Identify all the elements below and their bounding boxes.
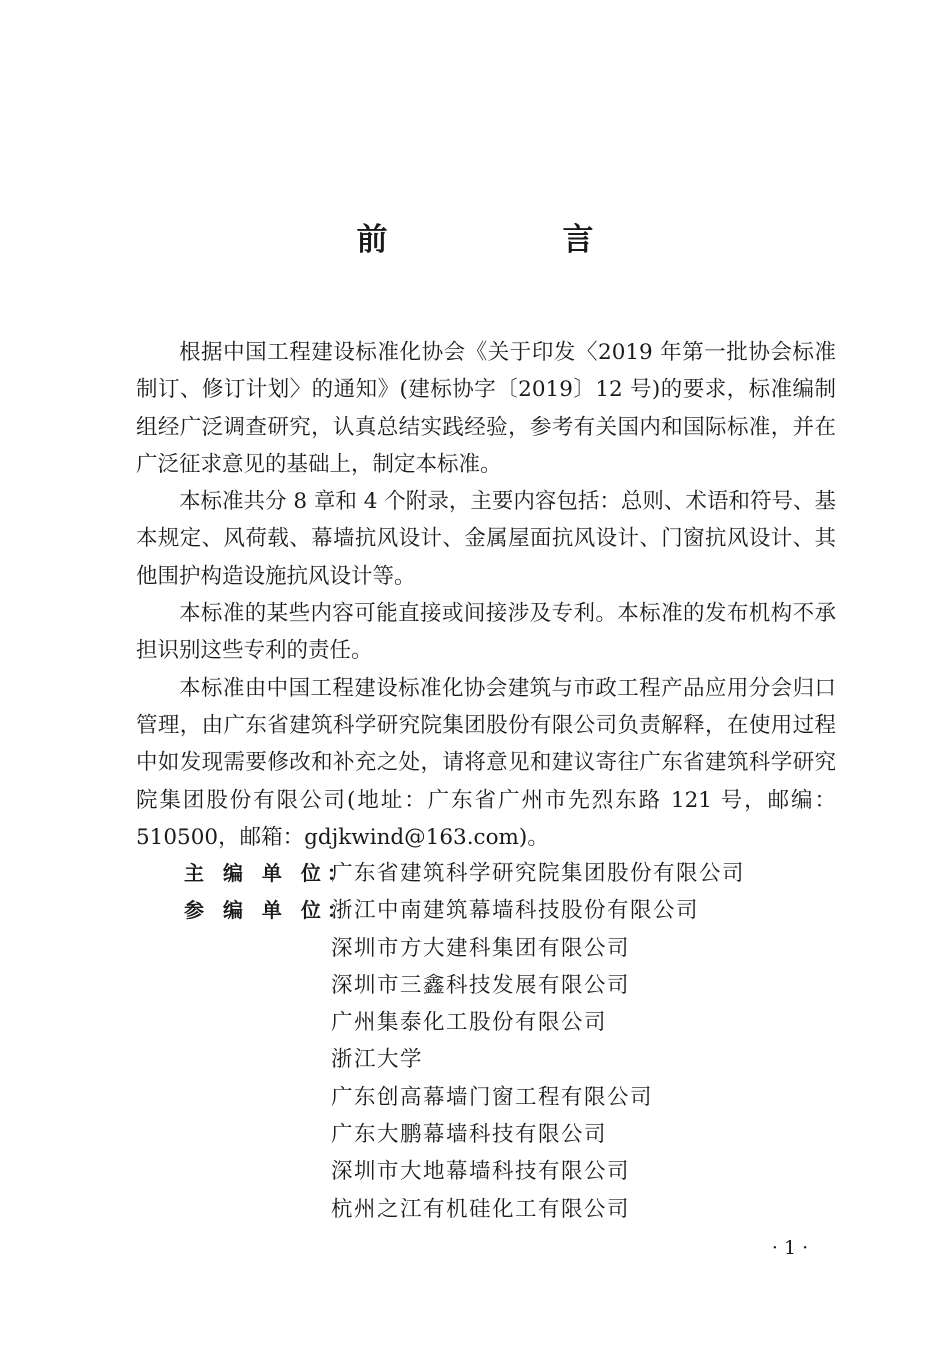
participating-unit: 广东大鹏幕墙科技有限公司 [331, 1122, 608, 1148]
preface-body [136, 334, 836, 856]
participating-unit: 浙江大学 [331, 1047, 424, 1073]
participating-unit: 广东创高幕墙门窗工程有限公司 [331, 1084, 654, 1110]
participating-unit: 广州集泰化工股份有限公司 [331, 1010, 608, 1036]
chief-unit-row [184, 855, 864, 892]
participating-unit: 深圳市方大建科集团有限公司 [331, 935, 631, 961]
participating-units-label: 参 编 单 位： [184, 898, 353, 923]
participating-unit: 杭州之江有机硅化工有限公司 [331, 1196, 631, 1222]
chief-unit-label: 主 编 单 位： [184, 861, 353, 885]
paragraph-patent: 本标准的某些内容可能直接或间接涉及专利。本标准的发布机构不承担识别这些专利的责任。 [136, 601, 836, 664]
participating-units-list [331, 892, 699, 1228]
participating-unit: 深圳市三鑫科技发展有限公司 [331, 972, 631, 998]
units-section [184, 855, 864, 1228]
page-number: · 1 · [771, 1237, 809, 1259]
participating-unit: 浙江中南建筑幕墙科技股份有限公司 [331, 898, 700, 924]
chief-unit-list [331, 855, 745, 892]
participating-unit: 深圳市大地幕墙科技有限公司 [331, 1159, 631, 1185]
participating-units-row [184, 892, 864, 1228]
paragraph-management: 本标准由中国工程建设标准化协会建筑与市政工程产品应用分会归口管理，由广东省建筑科学研究院集团股份有限公司负责解释，在使用过程中如发现需要修改和补充之处，请将意见和建议寄往广东省建筑科学研究院集团股份有限公司(地址：广东省广州市先烈东路 121 号，邮编：510500，邮箱：gdjkwind@163.com)。 [136, 675, 836, 850]
paragraph-contents: 本标准共分 8 章和 4 个附录，主要内容包括：总则、术语和符号、基本规定、风荷载、幕墙抗风设计、金属屋面抗风设计、门窗抗风设计、其他围护构造设施抗风设计等。 [136, 489, 836, 589]
paragraph-basis: 根据中国工程建设标准化协会《关于印发〈2019 年第一批协会标准制订、修订计划〉的通知》(建标协字〔2019〕12 号)的要求，标准编制组经广泛调查研究，认真总结实践经验，参考有关国内和国际标准，并在广泛征求意见的基础上，制定本标准。 [136, 340, 836, 477]
page-title: 前 言 [356, 222, 666, 258]
chief-unit-name: 广东省建筑科学研究院集团股份有限公司 [331, 861, 746, 886]
